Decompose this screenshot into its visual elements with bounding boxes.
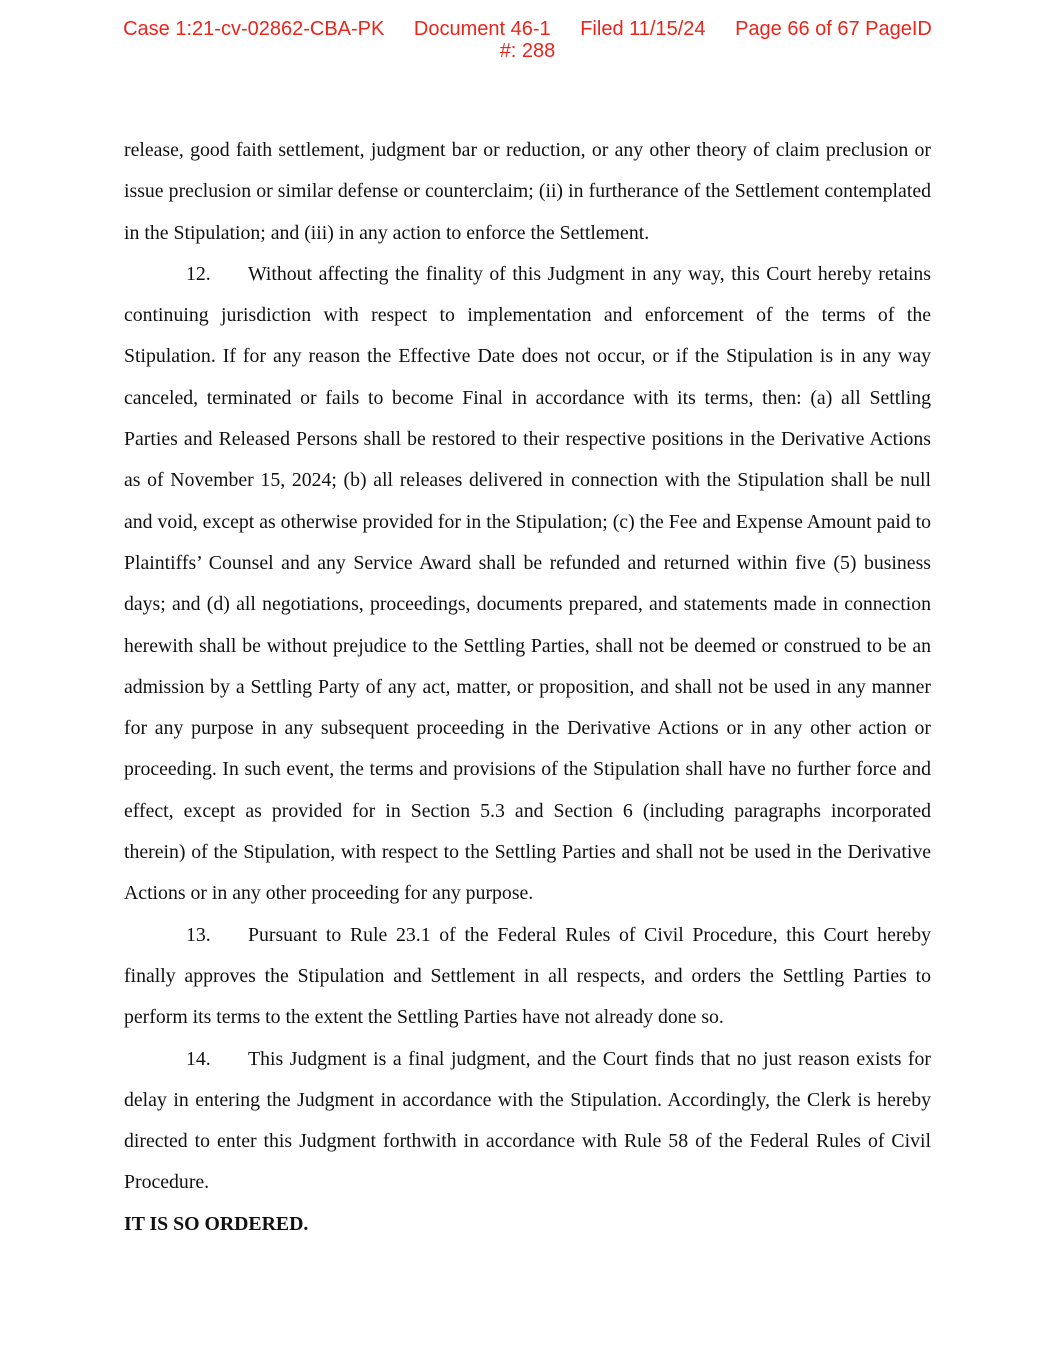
paragraph-number: 13.: [186, 923, 211, 946]
paragraph-12: [124, 254, 931, 915]
page-id: #: 288: [499, 40, 556, 62]
case-number: Case 1:21-cv-02862-CBA-PK: [123, 18, 385, 40]
paragraph-number: 12.: [186, 262, 211, 285]
page-indicator: Page 66 of 67 PageID: [735, 18, 932, 40]
filed-date: Filed 11/15/24: [580, 18, 706, 40]
document-body: [124, 130, 931, 1245]
paragraph-13: [124, 915, 931, 1039]
paragraph-text: Without affecting the finality of this Judgment in any way, this Court hereby retains continuing jurisdiction with respect to implementation and enforcement of the terms of the Stipulation. If for any reason the Effective Date does not occur, or if the Stipulation is in any way canceled, terminated or fails to become Final in accordance with its terms, then: (a) all Settling Parties and Released Persons shall be restored to their respective positions in the Derivative Actions as of November 15, 2024; (b) all releases delivered in connection with the Stipulation shall be null and void, except as otherwise provided for in the Stipulation; (c) the Fee and Expense Amount paid to Plaintiffs’ Counsel and any Service Award shall be refunded and returned within five (5) business days; and (d) all negotiations, proceedings, documents prepared, and statements made in connection herewith shall be without prejudice to the Settling Parties, shall not be deemed or construed to be an admission by a Settling Party of any act, matter, or proposition, and shall not be used in any manner for any purpose in any subsequent proceeding in the Derivative Actions or in any other action or proceeding. In such event, the terms and provisions of the Stipulation shall have no further force and effect, except as provided for in Section 5.3 and Section 6 (including paragraphs incorporated therein) of the Stipulation, with respect to the Settling Parties and shall not be used in the Derivative Actions or in any other proceeding for any purpose.: [124, 262, 931, 905]
paragraph-text: This Judgment is a final judgment, and the Court finds that no just reason exists for delay in entering the Judgment in accordance with the Stipulation. Accordingly, the Clerk is hereby directed to enter this Judgment forthwith in accordance with Rule 58 of the Federal Rules of Civil Procedure.: [124, 1047, 931, 1194]
document-number: Document 46-1: [413, 18, 551, 40]
court-filing-header: [0, 18, 1055, 62]
continuation-paragraph: release, good faith settlement, judgment bar or reduction, or any other theory of claim preclusion or issue preclusion or similar defense or counterclaim; (ii) in furtherance of the Settlement contemplated in the Stipulation; and (iii) in any action to enforce the Settlement.: [124, 139, 931, 244]
paragraph-14: [124, 1039, 931, 1204]
closing-order: IT IS SO ORDERED.: [124, 1212, 309, 1235]
paragraph-text: Pursuant to Rule 23.1 of the Federal Rules of Civil Procedure, this Court hereby finally approves the Stipulation and Settlement in all respects, and orders the Settling Parties to perform its terms to the extent the Settling Parties have not already done so.: [124, 923, 931, 1029]
paragraph-number: 14.: [186, 1047, 211, 1070]
